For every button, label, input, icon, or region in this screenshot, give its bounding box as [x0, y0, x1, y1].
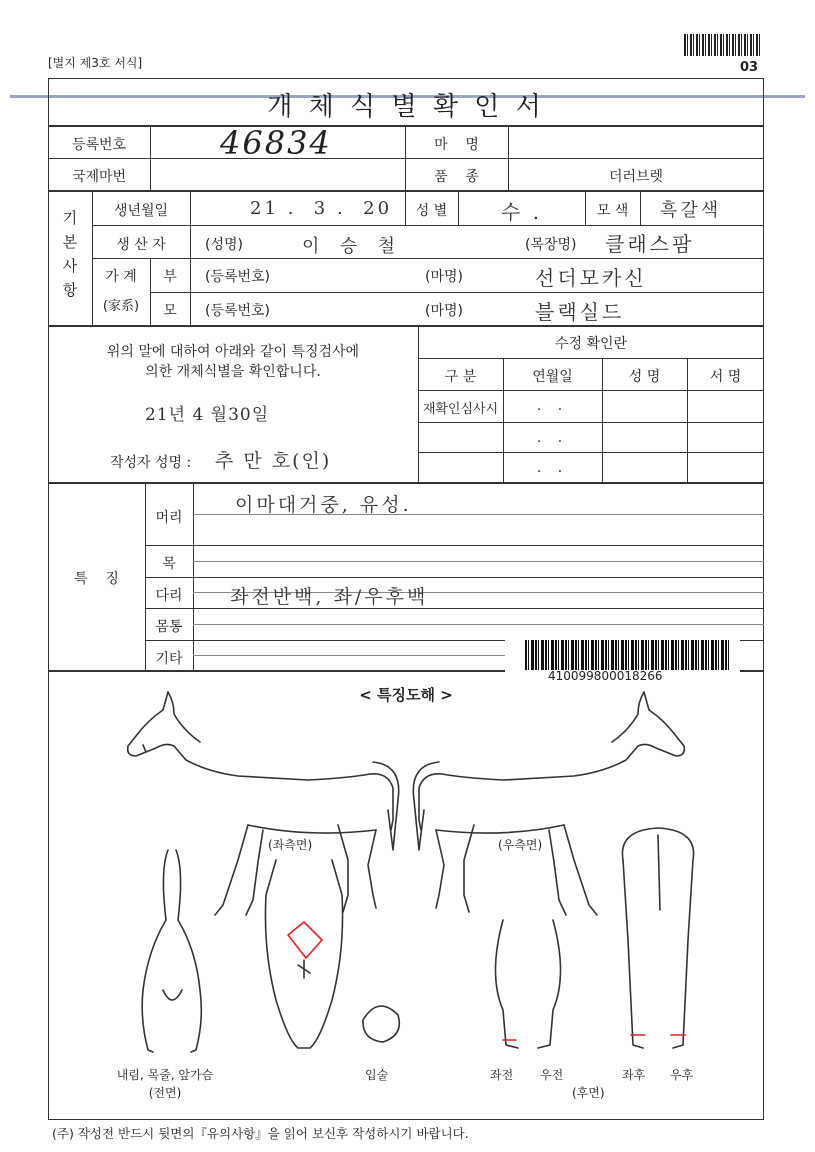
breeder-name-label: (성명) — [205, 237, 243, 253]
revision-row-1-date: . . — [536, 398, 569, 414]
muzzle-view — [363, 1006, 399, 1042]
back-label: (후면) — [572, 1086, 605, 1100]
revision-header: 수정 확인란 — [554, 336, 628, 352]
birth-value: 21 . 3 . 20 — [250, 198, 393, 219]
family-label: 가 계 — [105, 269, 137, 285]
sire-name-label: (마명) — [425, 269, 463, 285]
sire-name-value: 선더모카신 — [535, 266, 647, 290]
sex-value: 수 . — [500, 200, 543, 224]
family-hanja: (家系) — [102, 299, 140, 314]
body-label: 몸통 — [155, 619, 183, 635]
breeder-label: 생 산 자 — [116, 237, 166, 253]
statement-line-1: 위의 말에 대하여 아래와 같이 특징검사에 — [106, 344, 360, 360]
writer-name: 추 만 호(인) — [215, 450, 332, 472]
ranch-label: (목장명) — [525, 237, 577, 253]
reg-no-value: 46834 — [220, 124, 332, 162]
breed-label: 품 종 — [434, 169, 479, 185]
leg-label: 다리 — [155, 588, 183, 604]
coat-value: 흑갈색 — [660, 200, 722, 221]
form-reference: [별지 제3호 서식] — [48, 56, 143, 70]
page-title: 개 체 식 별 확 인 서 — [267, 92, 545, 122]
sticker-barcode — [525, 640, 729, 670]
birth-label: 생년월일 — [113, 203, 169, 219]
top-barcode — [684, 34, 760, 56]
rh-caption: 우후 — [670, 1068, 694, 1082]
revision-col-name: 성 명 — [628, 369, 661, 385]
horse-name-label: 마 명 — [434, 137, 479, 153]
revision-col-type: 구 분 — [444, 369, 477, 385]
horse-diagram — [48, 690, 764, 1080]
front-chest-view — [142, 850, 201, 1052]
barcode-number: 410099800018266 — [548, 669, 663, 683]
confirm-date: 21년 4 월30일 — [145, 405, 270, 425]
leg-value: 좌전반백, 좌/우후백 — [230, 586, 429, 608]
lh-caption: 좌후 — [622, 1068, 646, 1082]
right-side-label: (우측면) — [498, 838, 543, 852]
diagram-heading: < 특징도해 > — [359, 686, 453, 704]
footer-note: (주) 작성전 반드시 뒷면의『유의사항』을 읽어 보신후 작성하시기 바랍니다. — [52, 1126, 469, 1141]
left-side-label: (좌측면) — [268, 838, 313, 852]
other-label: 기타 — [155, 651, 183, 667]
writer-label: 작성자 성명 : — [110, 455, 192, 471]
dam-label: 모 — [163, 303, 177, 319]
breed-value: 더러브렛 — [608, 169, 664, 185]
front-caption: 내림, 목줄, 앞가슴 — [116, 1068, 214, 1082]
features-section-label: 특 징 — [74, 571, 119, 587]
sire-label: 부 — [163, 269, 177, 285]
ranch-value: 클래스팜 — [605, 232, 695, 256]
statement-line-2: 의한 개체식별을 확인합니다. — [145, 364, 321, 380]
head-label: 머리 — [155, 510, 183, 526]
dam-reg-label: (등록번호) — [205, 303, 271, 319]
breeder-name-value: 이 승 철 — [302, 236, 399, 257]
front-label: (전면) — [148, 1086, 182, 1100]
left-side-horse — [128, 692, 399, 915]
head-value: 이마대거중, 유성. — [235, 494, 412, 516]
reg-no-label: 등록번호 — [71, 137, 127, 153]
basic-section-label: 기 본 사 항 — [62, 209, 78, 299]
neck-label: 목 — [162, 556, 176, 572]
revision-col-date: 연월일 — [532, 369, 573, 385]
hind-view — [622, 828, 693, 1048]
revision-row-3-date: . . — [536, 460, 569, 476]
lf-caption: 좌전 — [490, 1068, 514, 1082]
dam-name-label: (마명) — [425, 303, 463, 319]
revision-row-2-date: . . — [536, 430, 569, 446]
right-side-horse — [413, 692, 684, 915]
intl-no-label: 국제마번 — [71, 169, 127, 185]
sire-reg-label: (등록번호) — [205, 269, 271, 285]
page-number: 03 — [740, 60, 759, 75]
muzzle-caption: 입술 — [365, 1068, 389, 1082]
rf-caption: 우전 — [540, 1068, 564, 1082]
front-legs-view — [496, 920, 561, 1048]
coat-label: 모 색 — [596, 203, 629, 219]
revision-row-1-label: 재확인심사시 — [422, 402, 499, 417]
dam-name-value: 블랙실드 — [535, 300, 625, 324]
sex-label: 성 별 — [415, 203, 448, 219]
face-view — [265, 860, 342, 1048]
revision-col-sign: 서 명 — [709, 369, 742, 385]
